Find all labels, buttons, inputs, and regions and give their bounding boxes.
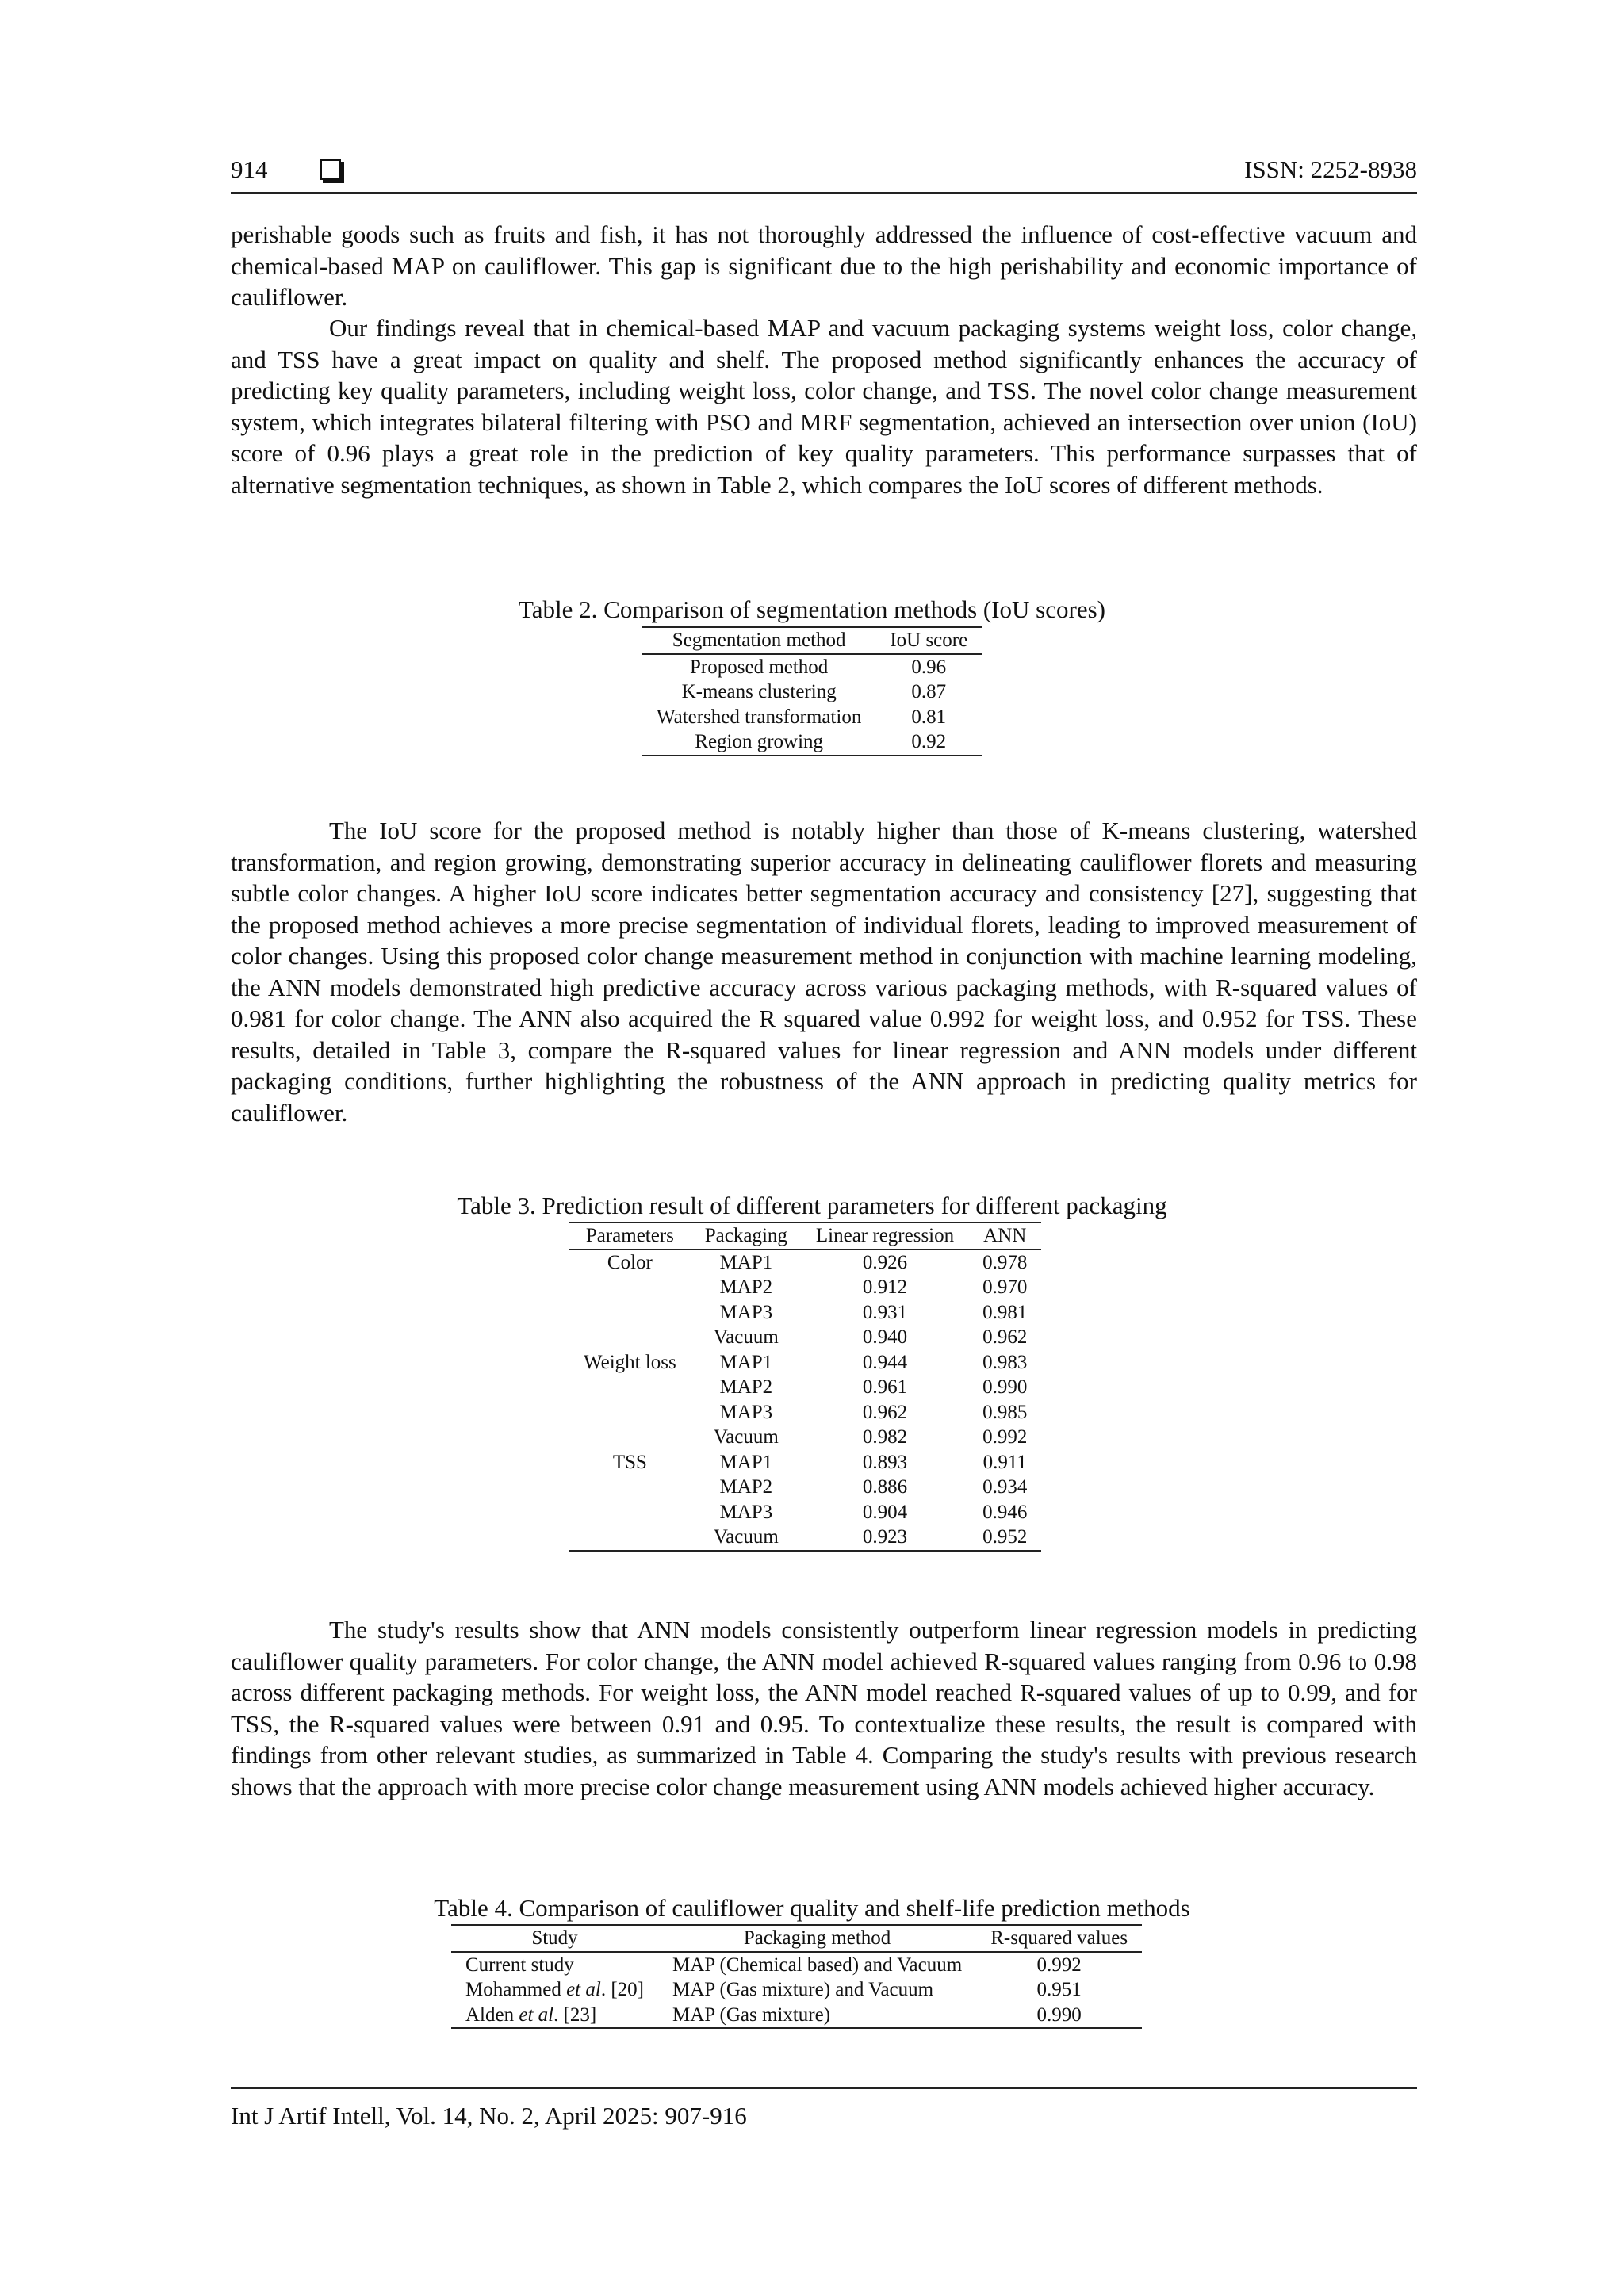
table-cell: MAP (Gas mixture) bbox=[672, 2003, 831, 2026]
table-cell bbox=[569, 1475, 691, 1500]
table2-caption: Table 2. Comparison of segmentation methods (IoU scores) bbox=[519, 595, 1105, 623]
table-row bbox=[451, 1977, 1142, 2003]
table-row bbox=[569, 1275, 1041, 1300]
study-author: Alden bbox=[465, 2003, 519, 2026]
table-cell: 0.912 bbox=[862, 1276, 908, 1298]
table-cell: 0.990 bbox=[1036, 2003, 1082, 2026]
table-cell: 0.96 bbox=[911, 656, 947, 678]
table-cell: 0.952 bbox=[982, 1526, 1028, 1548]
table-cell: 0.981 bbox=[982, 1301, 1028, 1323]
table-cell: 0.911 bbox=[982, 1451, 1027, 1473]
study-cell bbox=[451, 1977, 658, 2003]
table-cell: 0.992 bbox=[982, 1426, 1028, 1448]
square-bullet-icon bbox=[320, 159, 341, 180]
table-cell: MAP2 bbox=[719, 1276, 773, 1298]
table-cell bbox=[569, 1275, 691, 1300]
table-cell: Vacuum bbox=[713, 1426, 779, 1448]
table-header-row bbox=[569, 1223, 1041, 1249]
table-cell: MAP1 bbox=[719, 1351, 773, 1373]
table-cell bbox=[569, 1525, 691, 1551]
table-cell: 0.904 bbox=[862, 1501, 908, 1523]
table-cell: TSS bbox=[612, 1451, 647, 1473]
table-cell: MAP (Gas mixture) and Vacuum bbox=[672, 1979, 934, 2000]
table-header-cell: ANN bbox=[983, 1225, 1027, 1246]
table-row bbox=[569, 1500, 1041, 1525]
table-cell: 0.970 bbox=[982, 1276, 1028, 1298]
page-footer bbox=[231, 2087, 1417, 2130]
table-cell: 0.992 bbox=[1036, 1954, 1082, 1976]
page-header bbox=[231, 155, 1417, 194]
table-cell: 0.951 bbox=[1036, 1979, 1082, 2000]
table-cell: Weight loss bbox=[584, 1351, 676, 1373]
table-cell: MAP (Chemical based) and Vacuum bbox=[672, 1954, 963, 1976]
table-cell: 0.946 bbox=[982, 1501, 1028, 1523]
table-cell: 0.940 bbox=[862, 1326, 908, 1348]
table-row bbox=[642, 729, 982, 756]
table-cell: 0.990 bbox=[982, 1376, 1028, 1398]
table-row bbox=[569, 1450, 1041, 1475]
table3-caption: Table 3. Prediction result of different parameters for different packaging bbox=[457, 1192, 1167, 1219]
table-cell: MAP3 bbox=[719, 1501, 773, 1523]
paragraph-4: The study's results show that ANN models consistently outperform linear regression models in predicting cauliflower quality parameters. For color change, the ANN model achieved R-squared values ranging from 0.96 to 0.98 across different packaging methods. For weight loss, the ANN model reached R-squared values of up to 0.99, and for TSS, the R-squared values were between 0.91 and 0.95. To contextualize these results, the result is compared with findings from other relevant studies, as summarized in Table 4. Comparing the study's results with previous research shows that the approach with more precise color change measurement using ANN models achieved higher accuracy. bbox=[231, 1616, 1417, 1800]
table-row bbox=[569, 1325, 1041, 1350]
issn-label: ISSN: 2252-8938 bbox=[1244, 155, 1417, 183]
table-cell: Color bbox=[607, 1251, 653, 1273]
table-header-cell: Packaging bbox=[704, 1225, 787, 1246]
table-row bbox=[569, 1475, 1041, 1500]
table-cell: K-means clustering bbox=[681, 681, 837, 702]
table-row bbox=[569, 1400, 1041, 1425]
table-2 bbox=[642, 626, 982, 756]
table-cell: MAP3 bbox=[719, 1401, 773, 1423]
table-cell: Proposed method bbox=[690, 656, 829, 678]
table-cell bbox=[569, 1325, 691, 1350]
table-row bbox=[569, 1350, 1041, 1376]
table-header-cell: IoU score bbox=[890, 629, 968, 651]
table-cell: MAP3 bbox=[719, 1301, 773, 1323]
table-cell: 0.962 bbox=[862, 1401, 908, 1423]
table-cell: 0.87 bbox=[911, 681, 947, 702]
table-header-cell: Linear regression bbox=[815, 1225, 955, 1246]
table-cell bbox=[569, 1300, 691, 1326]
table-cell: 0.982 bbox=[862, 1426, 908, 1448]
table-header-cell: Packaging method bbox=[743, 1927, 891, 1949]
table-header-row bbox=[451, 1925, 1142, 1952]
study-ref: . [23] bbox=[553, 2003, 597, 2026]
table-row bbox=[569, 1249, 1041, 1276]
table-header-row bbox=[642, 627, 982, 654]
study-etal: et al bbox=[566, 1979, 601, 2000]
table4-caption: Table 4. Comparison of cauliflower quality and shelf-life prediction methods bbox=[434, 1894, 1190, 1922]
paragraph-3: The IoU score for the proposed method is notably higher than those of K-means clustering, watershed transformation, and region growing, demonstrating superior accuracy in delineating cauliflower florets and measuring subtle color changes. A higher IoU score indicates better segmentation accuracy and consistency [27], suggesting that the proposed method achieves a more precise segmentation of individual florets, leading to improved measurement of color changes. Using this proposed color change measurement method in conjunction with machine learning modeling, the ANN models demonstrated high predictive accuracy across various packaging methods, with R-squared values of 0.981 for color change. The ANN also acquired the R squared value 0.992 for weight loss, and 0.952 for TSS. These results, detailed in Table 3, compare the R-squared values for linear regression and ANN models under different packaging conditions, further highlighting the robustness of the ANN approach in predicting quality metrics for cauliflower. bbox=[231, 817, 1417, 1127]
table-header-cell: R-squared values bbox=[990, 1927, 1128, 1949]
table-4 bbox=[451, 1924, 1142, 2029]
table-cell bbox=[569, 1500, 691, 1525]
table-cell: 0.962 bbox=[982, 1326, 1028, 1348]
table-cell: 0.893 bbox=[862, 1451, 908, 1473]
table-cell: 0.886 bbox=[862, 1476, 908, 1498]
table-cell: 0.931 bbox=[862, 1301, 908, 1323]
table-row bbox=[569, 1425, 1041, 1450]
table-cell: 0.926 bbox=[862, 1251, 908, 1273]
table-row bbox=[451, 2003, 1142, 2029]
table-cell: 0.983 bbox=[982, 1351, 1028, 1373]
page-number: 914 bbox=[231, 155, 268, 183]
table-cell: Vacuum bbox=[713, 1326, 779, 1348]
table-header-cell: Study bbox=[531, 1927, 578, 1949]
table-cell bbox=[569, 1425, 691, 1450]
table-cell: Region growing bbox=[695, 731, 824, 752]
table-cell: 0.934 bbox=[982, 1476, 1028, 1498]
table-cell: 0.92 bbox=[911, 731, 947, 752]
table-cell: Vacuum bbox=[713, 1526, 779, 1548]
table-cell: 0.81 bbox=[911, 706, 947, 728]
study-cell bbox=[451, 2003, 658, 2029]
table-row bbox=[569, 1525, 1041, 1551]
table-cell: MAP2 bbox=[719, 1476, 773, 1498]
table-cell: 0.985 bbox=[982, 1401, 1028, 1423]
study-cell bbox=[451, 1952, 658, 1978]
study-etal: et al bbox=[519, 2003, 554, 2026]
table-cell bbox=[569, 1375, 691, 1400]
table-cell: MAP1 bbox=[719, 1451, 773, 1473]
journal-citation: Int J Artif Intell, Vol. 14, No. 2, April 2025: 907-916 bbox=[231, 2102, 747, 2130]
table-header-cell: Segmentation method bbox=[672, 629, 846, 651]
table-header-cell: Parameters bbox=[585, 1225, 674, 1246]
table-row bbox=[569, 1375, 1041, 1400]
table-cell: 0.961 bbox=[862, 1376, 908, 1398]
table-cell: MAP1 bbox=[719, 1251, 773, 1273]
paragraph-2: Our findings reveal that in chemical-based MAP and vacuum packaging systems weight loss, color change, and TSS have a great impact on quality and shelf. The proposed method significantly enhances the accuracy of predicting key quality parameters, including weight loss, color change, and TSS. The novel color change measurement system, which integrates bilateral filtering with PSO and MRF segmentation, achieved an intersection over union (IoU) score of 0.96 plays a great role in the prediction of key quality parameters. This performance surpasses that of alternative segmentation techniques, as shown in Table 2, which compares the IoU scores of different methods. bbox=[231, 314, 1417, 499]
table-cell: Watershed transformation bbox=[657, 706, 862, 728]
study-author: Mohammed bbox=[465, 1979, 567, 2000]
table-cell: 0.978 bbox=[982, 1251, 1028, 1273]
study-author: Current study bbox=[465, 1954, 574, 1976]
table-cell bbox=[569, 1400, 691, 1425]
paragraph-1: perishable goods such as fruits and fish, it has not thoroughly addressed the influence of cost-effective vacuum and chemical-based MAP on cauliflower. This gap is significant due to the high perishability and economic importance of cauliflower. bbox=[231, 220, 1417, 311]
study-ref: . [20] bbox=[600, 1979, 644, 2000]
table-row bbox=[642, 679, 982, 705]
table-cell: 0.923 bbox=[862, 1526, 908, 1548]
table-cell: MAP2 bbox=[719, 1376, 773, 1398]
table-row bbox=[451, 1952, 1142, 1978]
table-row bbox=[569, 1300, 1041, 1326]
table-3 bbox=[569, 1222, 1041, 1552]
table-cell: 0.944 bbox=[862, 1351, 908, 1373]
table-row bbox=[642, 705, 982, 730]
table-row bbox=[642, 654, 982, 680]
